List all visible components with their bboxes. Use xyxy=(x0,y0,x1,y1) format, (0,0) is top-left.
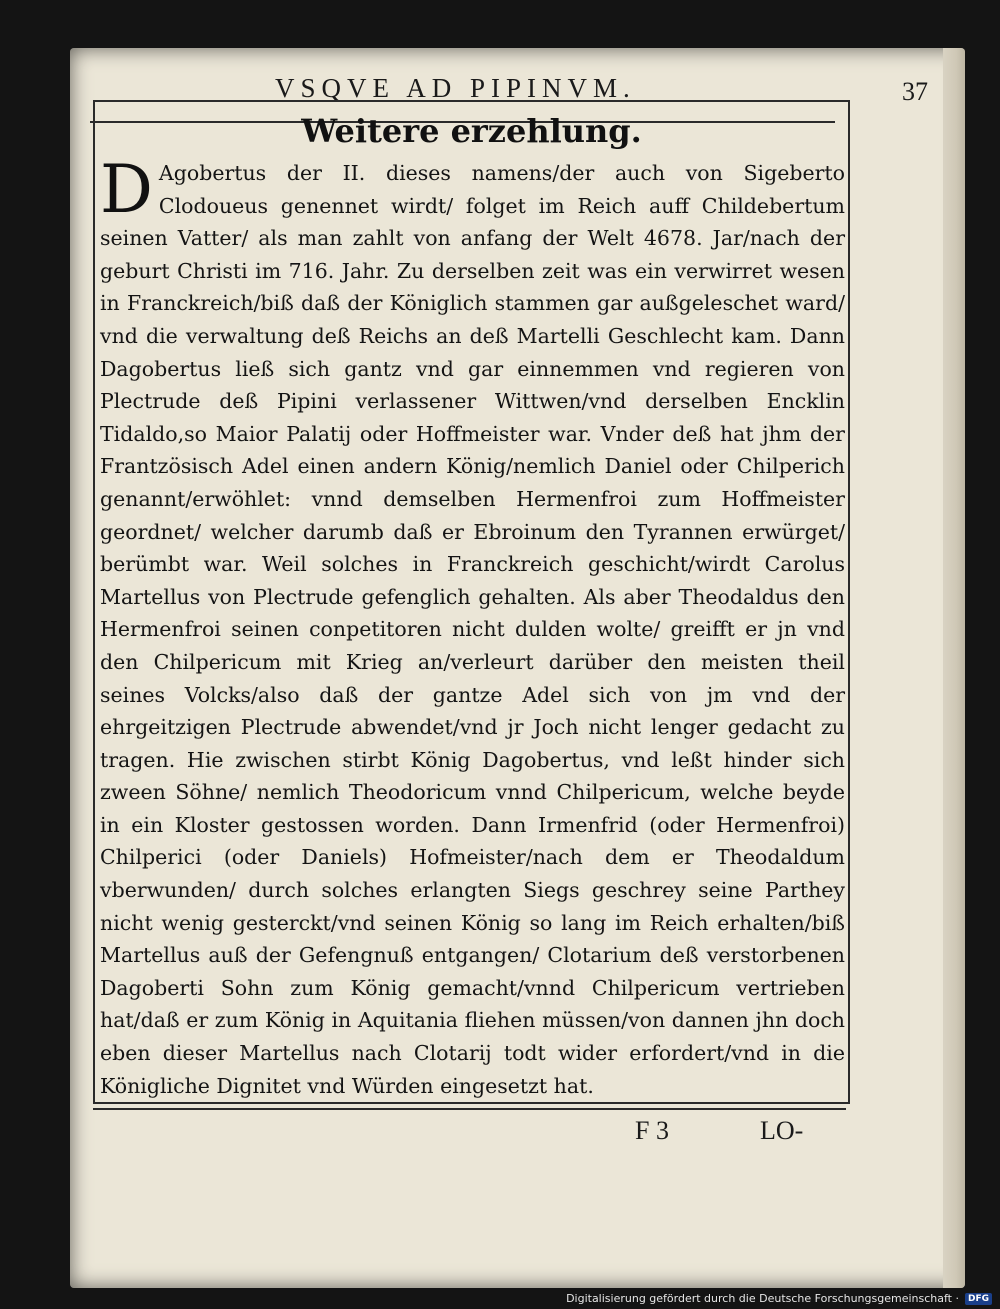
page-edge xyxy=(943,48,965,1288)
drop-capital: D xyxy=(100,151,153,228)
running-head: VSQVE AD PIPINVM. xyxy=(275,73,636,103)
page-number: 37 xyxy=(902,77,928,106)
section-title: Weitere erzehlung. xyxy=(301,112,642,150)
catchword: LO- xyxy=(760,1116,804,1145)
body-text-block xyxy=(100,151,845,1102)
signature-mark: F 3 xyxy=(635,1116,669,1145)
book-page xyxy=(70,48,965,1288)
body-paragraph: Agobertus der II. dieses namens/der auch von Sigeberto Clodoueus genennet wirdt/ folget im Reich auff Childebertum seinen Vatter/ als man zahlt von anfang der Welt 4678. Jar/nach der geburt Christi im 716. Jahr. Zu derselben zeit was ein verwirret wesen in Franckreich/biß daß der Königlich stammen gar außgeleschet ward/ vnd die verwaltung deß Reichs an deß Martelli Geschlecht kam. Dann Dagobertus ließ sich gantz vnd gar einnemmen vnd regieren von Plectrude deß Pipini verlassener Wittwen/vnd derselben Encklin Tidaldo,so Maior Palatij oder Hoffmeister war. Vnder deß hat jhm der Frantzösisch Adel einen andern König/nemlich Daniel oder Chilperich genannt/erwöhlet: vnnd demselben Hermenfroi zum Hoffmeister geordnet/ welcher darumb daß er Ebroinum den Tyrannen erwürget/ berümbt war. Weil solches in Franckreich geschicht/wirdt Carolus Martellus von Plectrude gefenglich gehalten. Als aber Theodaldus den Hermenfroi seinen conpetitoren nicht dulden wolte/ greifft er jn vnd den Chilpericum mit Krieg an/verleurt darüber den meisten theil seines Volcks/also daß der gantze Adel sich von jm vnd der ehrgeitzigen Plectrude abwendet/vnd jr Joch nicht lenger gedacht zu tragen. Hie zwischen stirbt König Dagobertus, vnd leßt hinder sich zween Söhne/ nemlich Theodoricum vnnd Chilpericum, welche beyde in ein Kloster gestossen worden. Dann Irmenfrid (oder Hermenfroi) Chilperici (oder Daniels) Hofmeister/nach dem er Theodaldum vberwunden/ durch solches erlangten Siegs geschrey seine Parthey nicht wenig gesterckt/vnd seinen König so lang im Reich erhalten/biß Martellus auß der Gefengnuß entgangen/ Clotarium deß verstorbenen Dagoberti Sohn zum König gemacht/vnnd Chilpericum vertrieben hat/daß er zum König in Aquitania fliehen müssen/von dannen jhn doch eben dieser Martellus nach Clotarij todt wider erfordert/vnd in die Königliche Dignitet vnd Würden eingesetzt hat. xyxy=(100,161,845,1098)
credit-text: Digitalisierung gefördert durch die Deutsche Forschungsgemeinschaft · xyxy=(566,1292,959,1305)
footer-rule xyxy=(93,1108,846,1110)
dfg-logo-icon: DFG xyxy=(965,1293,992,1305)
digitization-credit xyxy=(566,1292,992,1305)
text-frame xyxy=(93,100,850,1104)
